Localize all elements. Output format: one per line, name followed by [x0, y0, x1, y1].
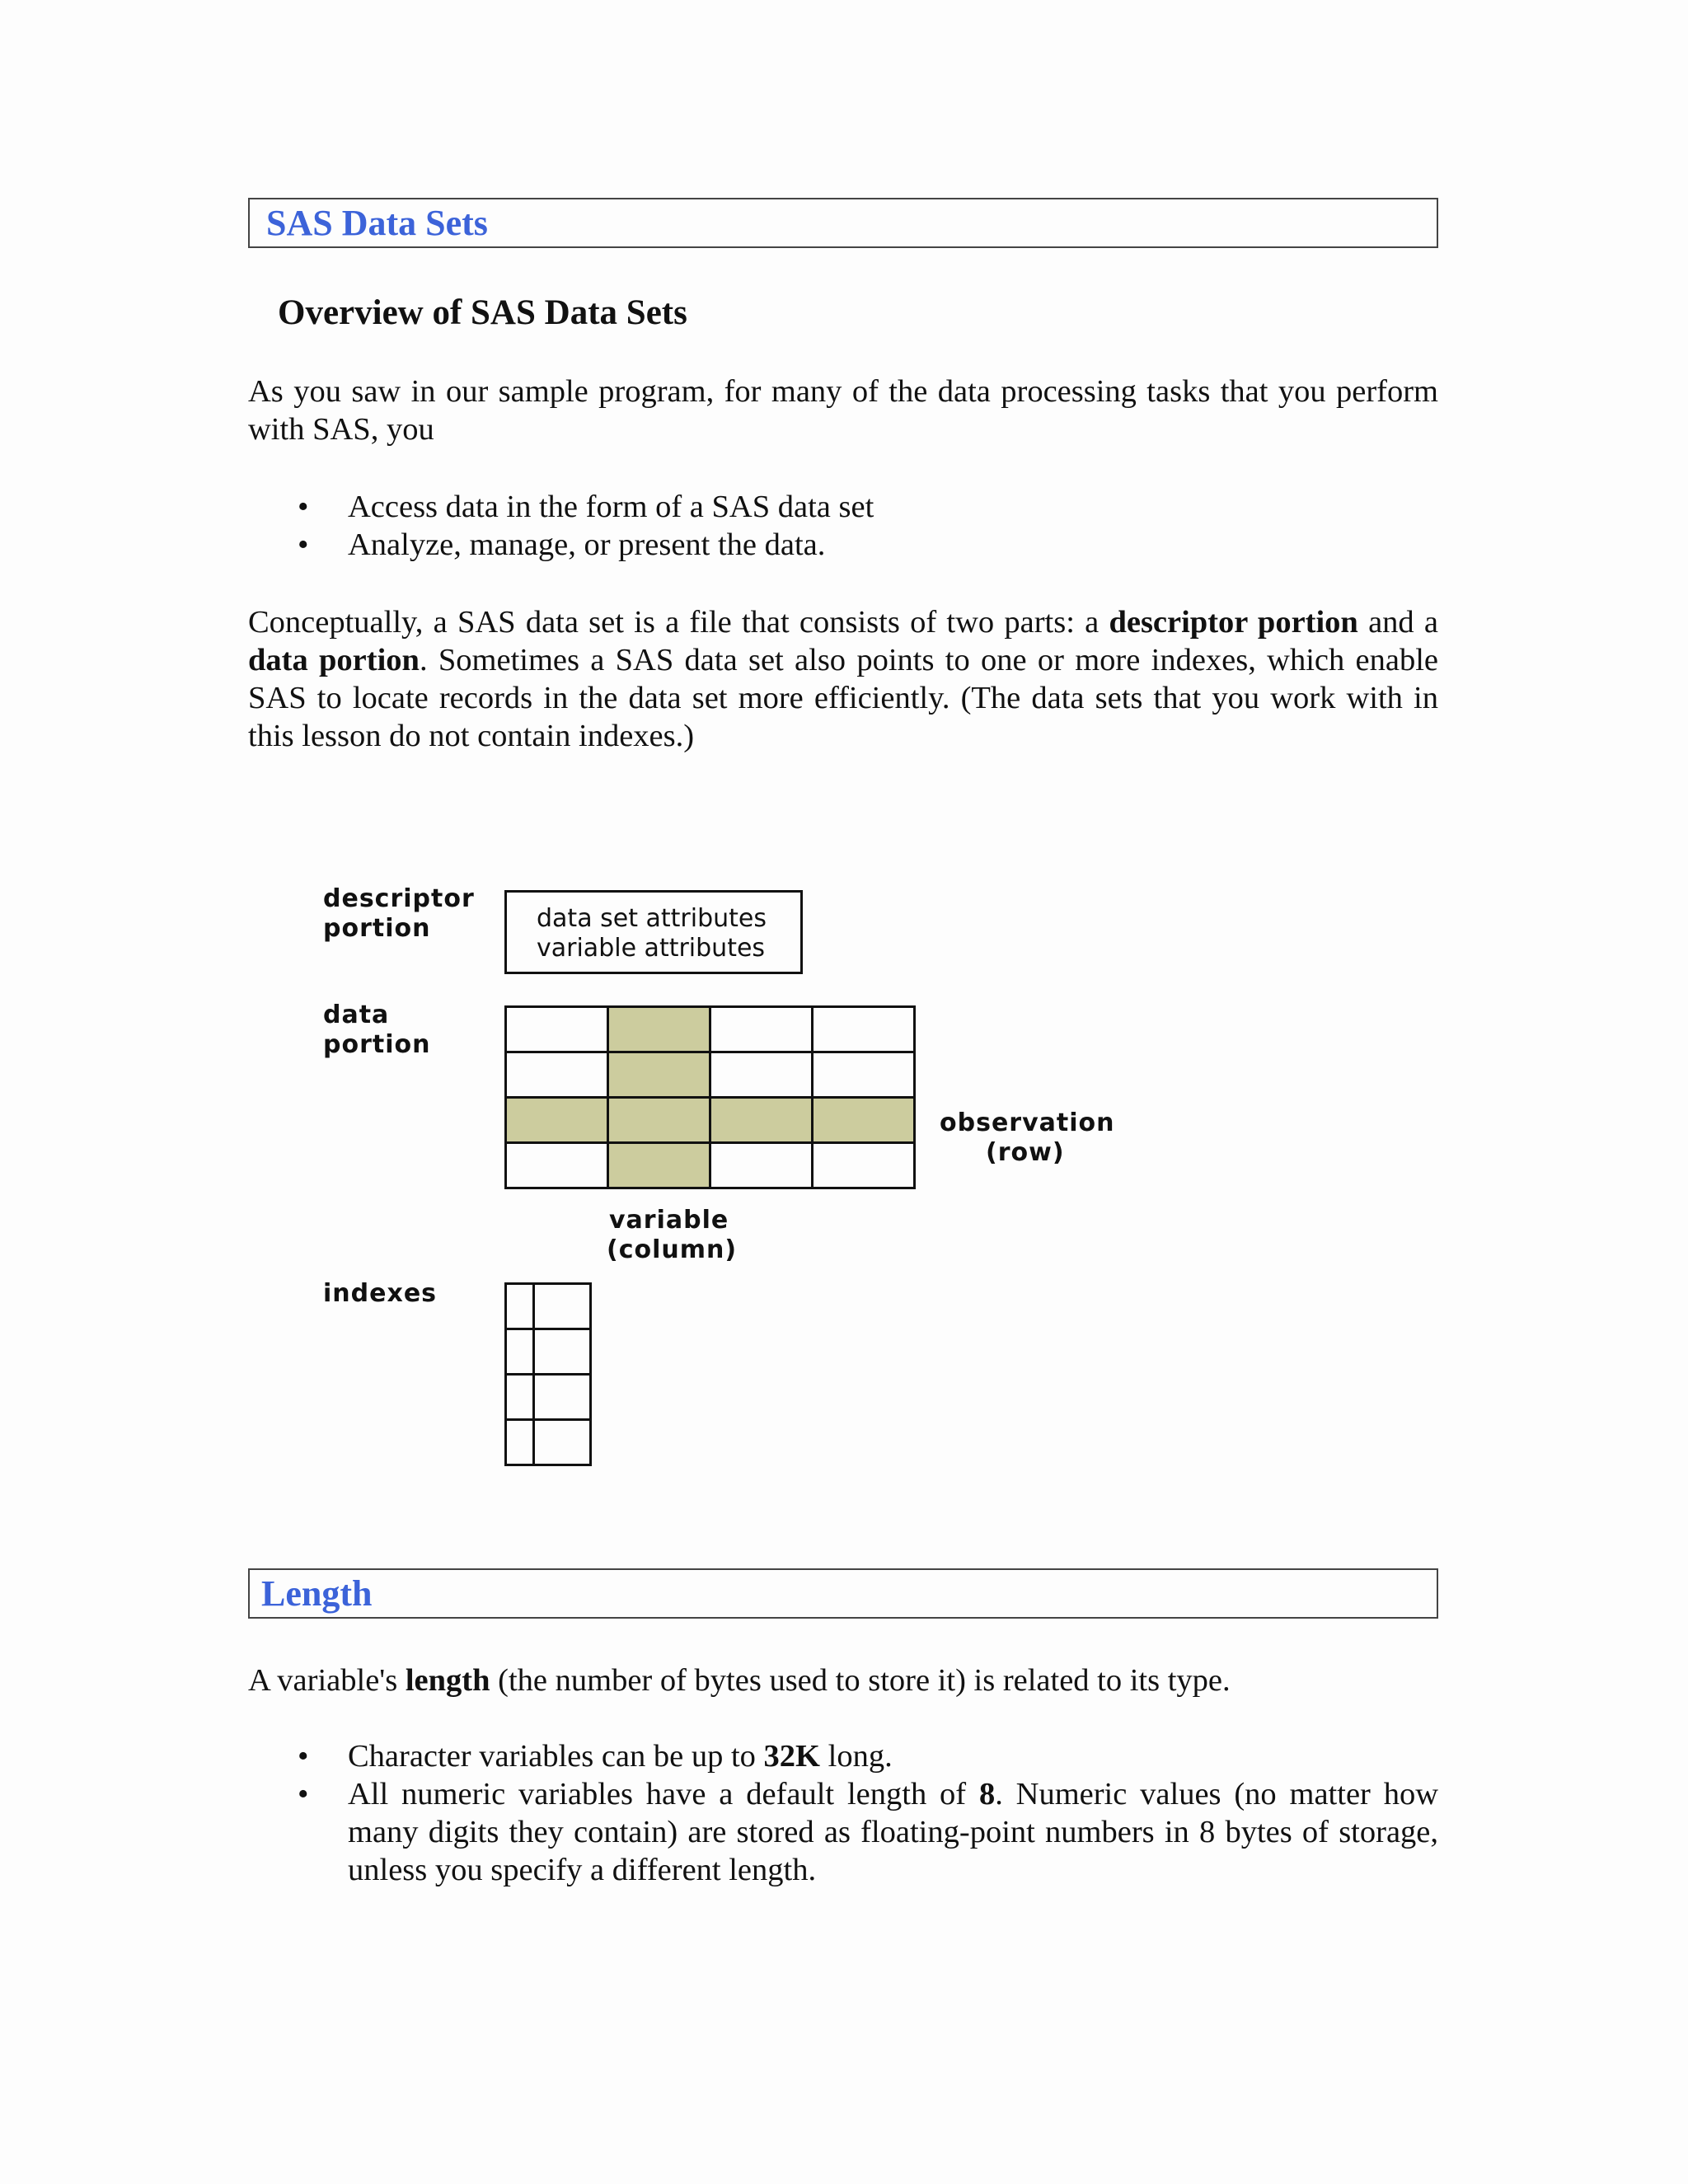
bullet-icon: • [298, 1777, 309, 1811]
data-grid-cell [811, 1051, 916, 1099]
indexes-label: indexes [323, 1279, 438, 1308]
data-grid-cell [709, 1005, 814, 1053]
section-title: Length [261, 1573, 373, 1614]
data-grid-cell [504, 1005, 609, 1053]
data-grid-cell [709, 1141, 814, 1189]
term-data-portion: data portion [248, 643, 420, 677]
data-set-attributes-text: data set attributes [537, 904, 767, 933]
bullet-icon: • [298, 1739, 309, 1774]
intro-bullet-list [248, 488, 1438, 564]
data-grid-cell [607, 1005, 711, 1053]
data-grid-cell [811, 1005, 916, 1053]
intro-paragraph: As you saw in our sample program, for many of the data processing tasks that you perform with SAS, you [248, 374, 1438, 447]
data-grid-cell [504, 1096, 609, 1144]
list-item: • Analyze, manage, or present the data. [298, 527, 826, 562]
data-grid-cell [811, 1096, 916, 1144]
variable-label-line2: (column) [607, 1235, 738, 1264]
page-subheading: Overview of SAS Data Sets [278, 293, 687, 332]
data-grid-cell [709, 1096, 814, 1144]
section-title: SAS Data Sets [266, 203, 488, 243]
index-grid-cell [532, 1282, 592, 1330]
variable-attributes-text: variable attributes [537, 934, 766, 963]
term-length: length [405, 1663, 490, 1698]
descriptor-label-line2: portion [323, 914, 431, 943]
data-grid-cell [504, 1051, 609, 1099]
variable-label: variable [609, 1206, 729, 1235]
list-item: • Character variables can be up to 32K long. [298, 1739, 893, 1774]
descriptor-attributes-box [504, 890, 803, 974]
section-header-length [248, 1568, 1438, 1619]
index-grid-cell [504, 1373, 535, 1421]
data-grid-cell [607, 1141, 711, 1189]
data-grid-cell [811, 1141, 916, 1189]
index-grid-cell [532, 1373, 592, 1421]
index-grid-cell [504, 1328, 535, 1376]
descriptor-label: descriptor [323, 884, 475, 913]
data-grid-cell [607, 1096, 711, 1144]
index-grid-cell [532, 1418, 592, 1466]
list-item: • All numeric variables have a default length of 8. Numeric values (no matter how many digits they contain) are stored as floating-point numbers in 8 bytes of storage, unless you specify a different length. [298, 1777, 1438, 1887]
index-grid-cell [532, 1328, 592, 1376]
section-header-sas-data-sets [248, 198, 1438, 248]
index-grid-cell [504, 1282, 535, 1330]
observation-label-line2: (row) [986, 1138, 1065, 1167]
data-grid-cell [607, 1051, 711, 1099]
list-item: • Access data in the form of a SAS data set [298, 490, 874, 524]
data-grid-cell [504, 1141, 609, 1189]
observation-label: observation [940, 1108, 1115, 1137]
index-grid-cell [504, 1418, 535, 1466]
concept-paragraph: Conceptually, a SAS data set is a file that consists of two parts: a descriptor portion and a data portion. Sometimes a SAS data set also points to one or more indexes, which enable SAS to locate records in the data set more efficiently. (The data sets that you work with in this lesson do not contain indexes.) [248, 605, 1439, 753]
data-grid-cell [709, 1051, 814, 1099]
data-label-line2: portion [323, 1030, 431, 1059]
length-paragraph: A variable's length (the number of bytes used to store it) is related to its type. [248, 1663, 1231, 1698]
bullet-icon: • [298, 527, 309, 562]
data-label: data [323, 1001, 390, 1029]
term-descriptor-portion: descriptor portion [1109, 605, 1358, 640]
length-bullet-list [248, 1737, 1438, 1889]
bullet-icon: • [298, 490, 309, 524]
